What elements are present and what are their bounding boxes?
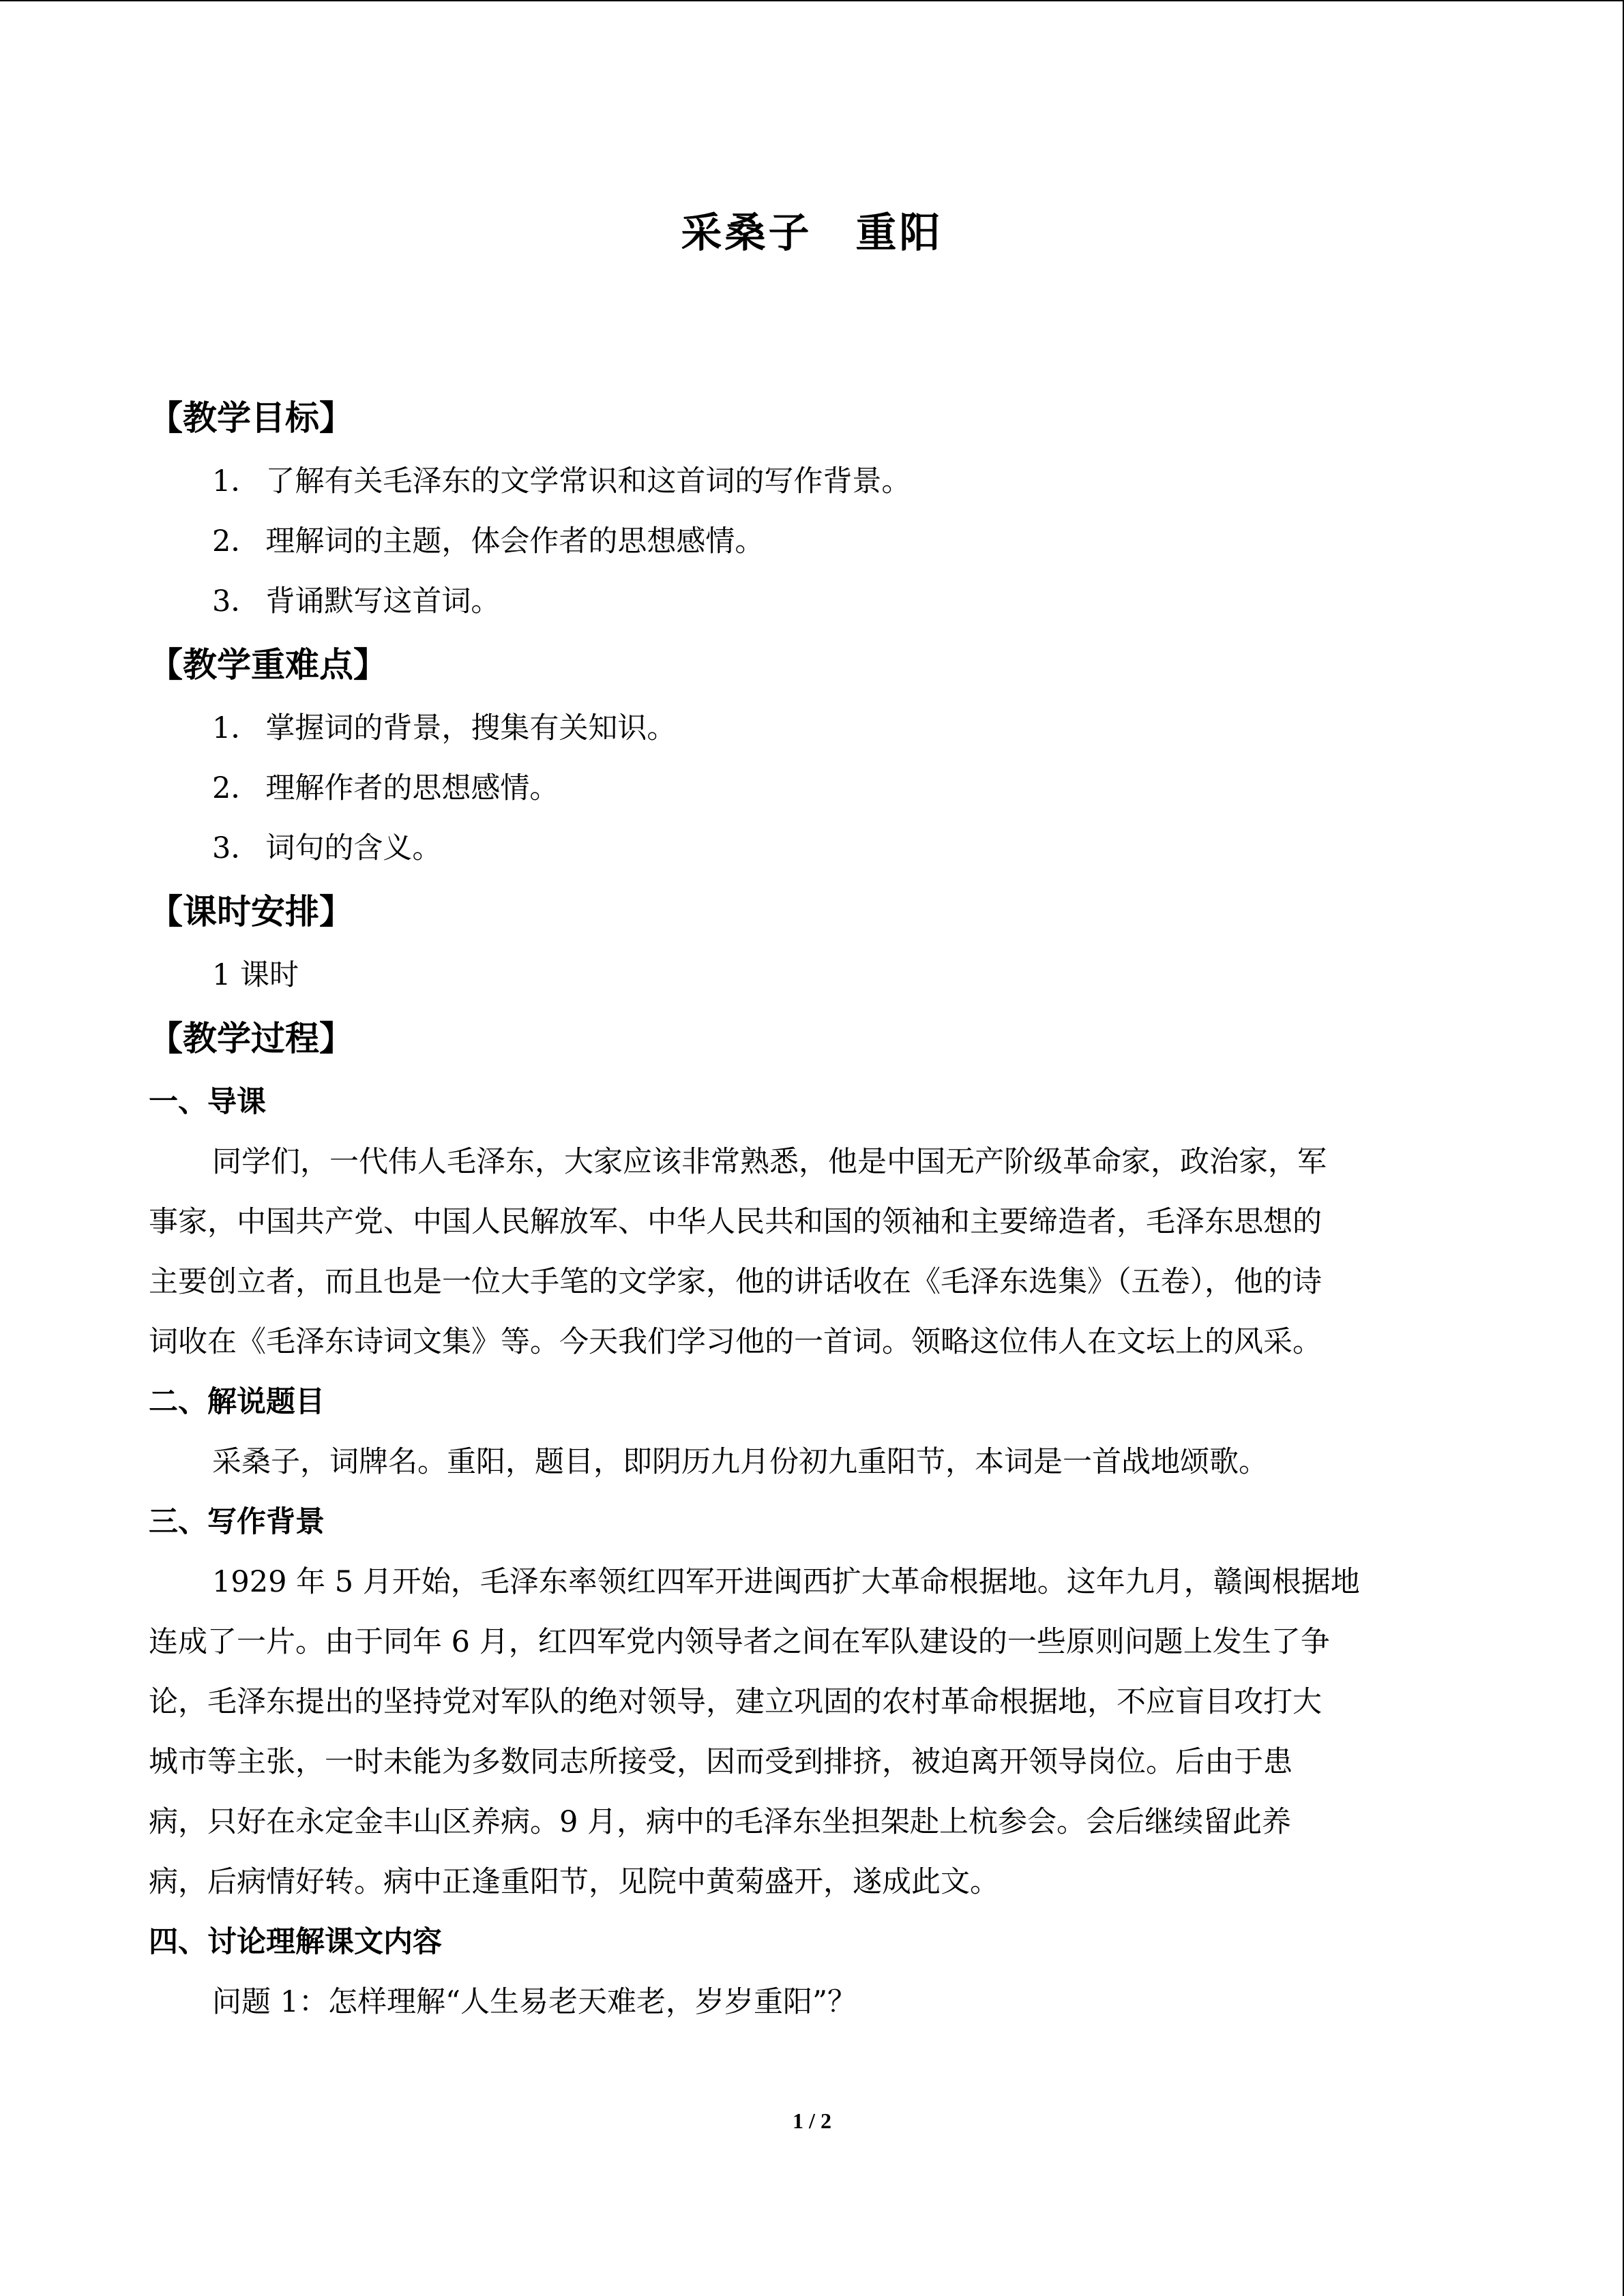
paragraph-line: 问题 1：怎样理解“人生易老天难老，岁岁重阳”？ <box>212 1985 857 2019</box>
paragraph-line: 病，后病情好转。病中正逢重阳节，见院中黄菊盛开，遂成此文。 <box>149 1865 999 1899</box>
list-item-text: 词句的含义。 <box>265 831 442 865</box>
list-item <box>149 698 1475 758</box>
section-heading-schedule: 【课时安排】 <box>149 892 353 931</box>
paragraph-line: 采桑子，词牌名。重阳，题目，即阴历九月份初九重阳节，本词是一首战地颂歌。 <box>212 1445 1268 1479</box>
section-heading-key-points: 【教学重难点】 <box>149 645 387 685</box>
page-number: 1 / 2 <box>793 2108 831 2133</box>
paragraph-discussion <box>149 1972 1475 2032</box>
list-item-number: 3． <box>212 831 261 865</box>
schedule-text: 1 课时 <box>212 958 299 992</box>
document-title: 采桑子 重阳 <box>681 209 943 257</box>
paragraph-line: 连成了一片。由于同年 6 月，红四军党内领导者之间在军队建设的一些原则问题上发生了争 <box>149 1625 1330 1659</box>
list-item-number: 3． <box>212 584 261 618</box>
list-item-number: 2． <box>212 771 261 805</box>
paragraph-title-explanation <box>149 1432 1475 1492</box>
sub-heading-discussion: 四、讨论理解课文内容 <box>149 1925 442 1959</box>
list-item <box>149 758 1475 818</box>
sub-heading-title-explanation: 二、解说题目 <box>149 1385 325 1419</box>
paragraph-intro <box>149 1132 1475 1372</box>
section-heading-objectives: 【教学目标】 <box>149 398 353 438</box>
list-item-number: 1． <box>212 711 261 745</box>
list-item-text: 掌握词的背景，搜集有关知识。 <box>265 711 677 745</box>
paragraph-line: 同学们，一代伟人毛泽东，大家应该非常熟悉，他是中国无产阶级革命家，政治家，军 <box>212 1145 1327 1179</box>
sub-heading-intro: 一、导课 <box>149 1085 266 1119</box>
paragraph-line: 1929 年 5 月开始，毛泽东率领红四军开进闽西扩大革命根据地。这年九月，赣闽根据地 <box>212 1565 1360 1599</box>
paragraph-line: 城市等主张，一时未能为多数同志所接受，因而受到排挤，被迫离开领导岗位。后由于患 <box>149 1745 1293 1779</box>
list-item-number: 1． <box>212 464 261 498</box>
paragraph-line: 病，只好在永定金丰山区养病。9 月，病中的毛泽东坐担架赴上杭参会。会后继续留此养 <box>149 1805 1292 1839</box>
list-item-number: 2． <box>212 524 261 558</box>
paragraph-line: 主要创立者，而且也是一位大手笔的文学家，他的讲话收在《毛泽东选集》（五卷），他的诗 <box>149 1265 1322 1299</box>
paragraph-background <box>149 1552 1475 1912</box>
paragraph-line: 论，毛泽东提出的坚持党对军队的绝对领导，建立巩固的农村革命根据地，不应盲目攻打大 <box>149 1685 1322 1719</box>
paragraph-line: 事家，中国共产党、中国人民解放军、中华人民共和国的领袖和主要缔造者，毛泽东思想的 <box>149 1205 1322 1239</box>
document-body <box>149 385 1475 2032</box>
list-item-text: 理解词的主题，体会作者的思想感情。 <box>265 524 765 558</box>
list-item <box>149 451 1475 511</box>
section-heading-process: 【教学过程】 <box>149 1019 353 1058</box>
sub-heading-background: 三、写作背景 <box>149 1505 325 1539</box>
list-item-text: 背诵默写这首词。 <box>265 584 501 618</box>
list-item-text: 理解作者的思想感情。 <box>265 771 559 805</box>
list-item <box>149 571 1475 631</box>
list-item <box>149 818 1475 878</box>
paragraph-line: 词收在《毛泽东诗词文集》等。今天我们学习他的一首词。领略这位伟人在文坛上的风采。 <box>149 1325 1322 1359</box>
list-item-text: 了解有关毛泽东的文学常识和这首词的写作背景。 <box>265 464 911 498</box>
list-item <box>149 511 1475 571</box>
